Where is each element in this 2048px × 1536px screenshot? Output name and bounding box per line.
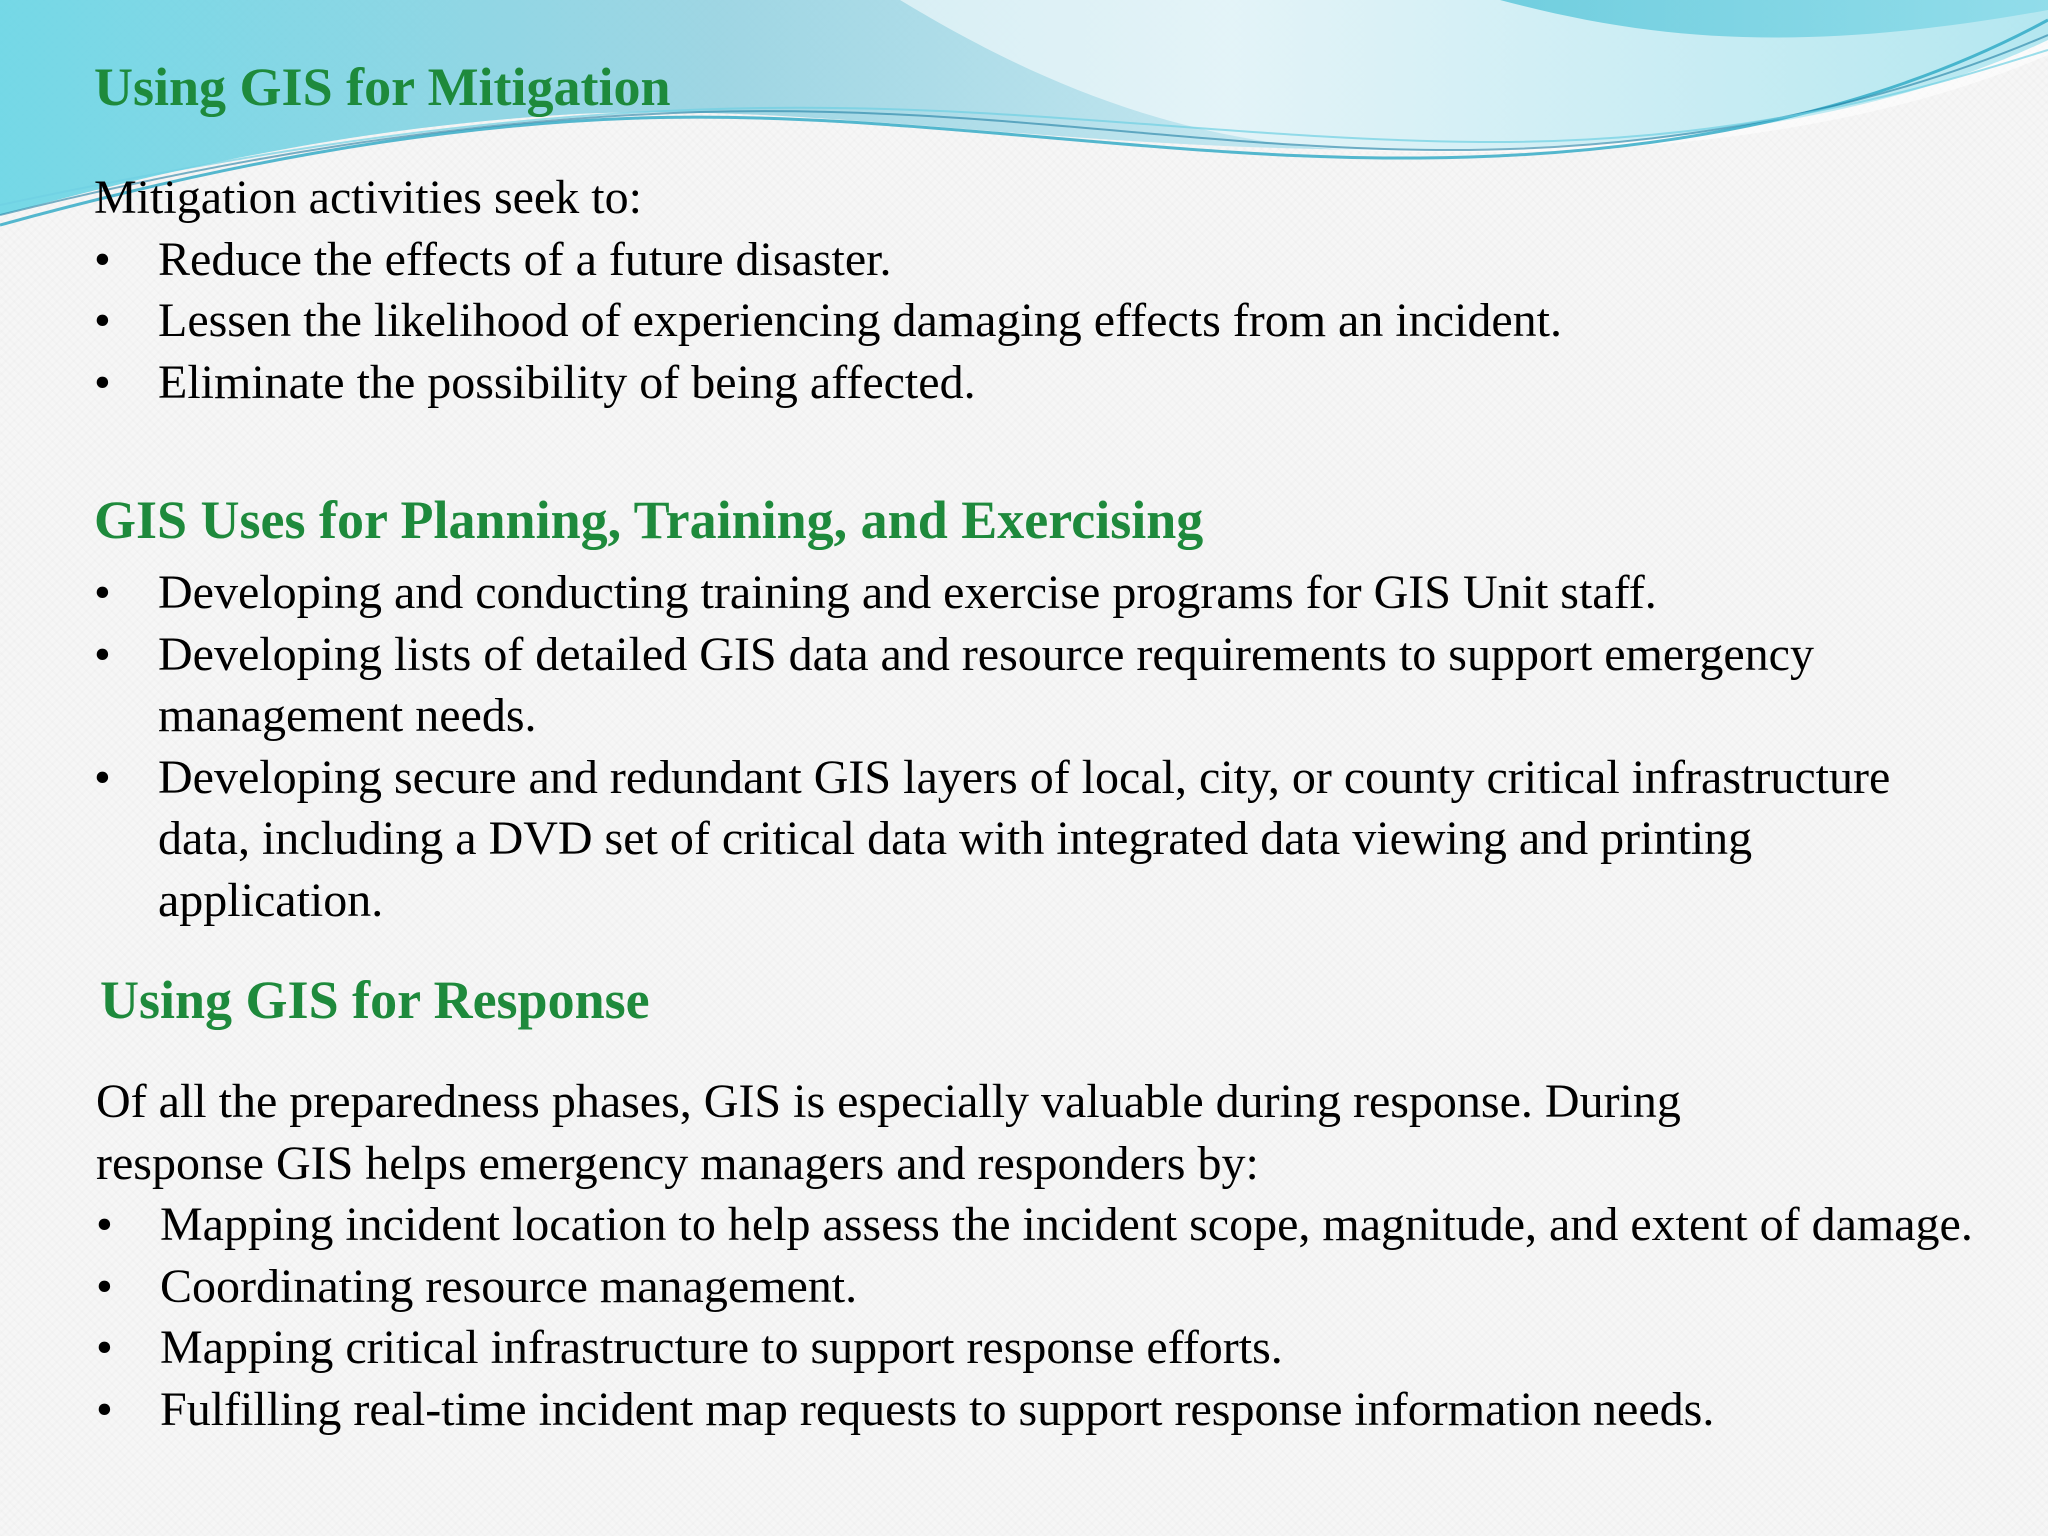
response-intro-line-2: response GIS helps emergency managers and responders by: xyxy=(96,1136,1259,1190)
bullet-icon: • xyxy=(94,232,111,286)
bullet-text: Fulfilling real-time incident map requests to support response information needs. xyxy=(160,1382,1715,1436)
bullet-icon: • xyxy=(94,566,111,619)
planning-bullet-list xyxy=(94,562,1924,931)
list-item xyxy=(96,1317,1996,1379)
section-response xyxy=(96,1071,1996,1440)
bullet-text: Developing secure and redundant GIS layers of local, city, or county critical infrastructure data, including a DVD set of critical data with integrated data viewing and printing application. xyxy=(158,750,1891,927)
mitigation-bullet-list xyxy=(94,229,1734,414)
bullet-icon: • xyxy=(96,1321,113,1374)
list-item xyxy=(94,352,1734,414)
section-mitigation xyxy=(94,167,1734,413)
section-planning xyxy=(94,562,1924,931)
bullet-icon: • xyxy=(96,1198,113,1251)
bullet-text: Developing lists of detailed GIS data and resource requirements to support emergency management needs. xyxy=(158,627,1814,742)
list-item xyxy=(96,1256,1996,1318)
list-item xyxy=(94,290,1734,352)
heading-response: Using GIS for Response xyxy=(100,970,650,1030)
bullet-text: Lessen the likelihood of experiencing damaging effects from an incident. xyxy=(158,294,1562,347)
bullet-text: Coordinating resource management. xyxy=(160,1259,858,1313)
bullet-icon: • xyxy=(94,294,111,347)
list-item xyxy=(94,747,1924,932)
bullet-text: Reduce the effects of a future disaster. xyxy=(158,232,892,286)
bullet-text: Mapping critical infrastructure to support response efforts. xyxy=(160,1321,1283,1374)
bullet-text: Developing and conducting training and exercise programs for GIS Unit staff. xyxy=(158,566,1657,619)
bullet-icon: • xyxy=(94,627,111,681)
bullet-icon: • xyxy=(94,355,111,409)
bullet-icon: • xyxy=(94,750,111,804)
heading-mitigation: Using GIS for Mitigation xyxy=(94,57,671,117)
list-item xyxy=(94,624,1924,747)
list-item xyxy=(94,562,1924,624)
bullet-text: Mapping incident location to help assess the incident scope, magnitude, and extent of damage. xyxy=(160,1198,1973,1251)
mitigation-intro: Mitigation activities seek to: xyxy=(94,171,642,224)
list-item xyxy=(94,229,1734,291)
heading-planning: GIS Uses for Planning, Training, and Exercising xyxy=(94,490,1204,550)
list-item xyxy=(96,1194,1996,1256)
list-item xyxy=(96,1379,1996,1441)
bullet-icon: • xyxy=(96,1382,113,1436)
bullet-icon: • xyxy=(96,1259,113,1313)
response-intro-line-1: Of all the preparedness phases, GIS is especially valuable during response. During xyxy=(96,1075,1681,1128)
response-bullet-list xyxy=(96,1194,1996,1440)
bullet-text: Eliminate the possibility of being affected. xyxy=(158,355,976,409)
